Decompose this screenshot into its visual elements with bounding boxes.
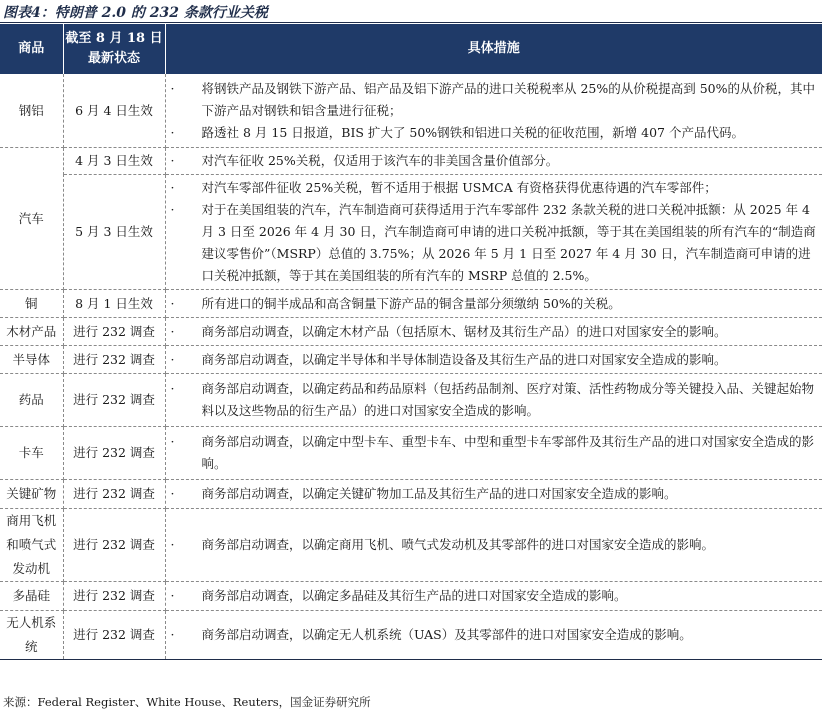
measures-cell bbox=[165, 346, 822, 374]
list-item bbox=[166, 78, 817, 122]
bullet-icon: · bbox=[170, 180, 175, 195]
table-row bbox=[0, 374, 822, 427]
table-row bbox=[0, 175, 822, 290]
table-row bbox=[0, 290, 822, 318]
measures-list bbox=[166, 431, 817, 475]
category-cell: 无人机系统 bbox=[0, 611, 63, 660]
status-cell: 进行 232 调查 bbox=[63, 346, 165, 374]
figure-title: 图表4：特朗普 2.0 的 232 条款行业关税 bbox=[3, 5, 268, 21]
measure-text: 对于在美国组装的汽车，汽车制造商可获得适用于汽车零部件 232 条款关税的进口关税冲抵额：从 2025 年 4 月 3 日至 2026 年 4 月 30 日，汽车制造商可申请的进口关税冲抵额，等于其在美国组装的所有汽车的“制造商建议零售价”（MSRP）总值的 3.75%；从 2026 年 5 月 1 日至 2027 年 4 月 30 日，汽车制造商可申请的进口关税冲抵额，等于其在美国组装的所有汽车的 MSRP 总值的 2.5%。 bbox=[201, 202, 816, 283]
title-rule bbox=[0, 22, 822, 23]
measure-text: 路透社 8 月 15 日报道，BIS 扩大了 50%钢铁和铝进口关税的征收范围，新增 407 个产品代码。 bbox=[201, 124, 744, 140]
measure-text: 商务部启动调查，以确定半导体和半导体制造设备及其衍生产品的进口对国家安全造成的影响。 bbox=[201, 351, 727, 367]
table-row bbox=[0, 318, 822, 346]
bullet-icon: · bbox=[170, 351, 175, 367]
category-cell: 木材产品 bbox=[0, 318, 63, 346]
measure-text: 对汽车零部件征收 25%关税，暂不适用于根据 USMCA 有资格获得优惠待遇的汽车零部件； bbox=[201, 180, 717, 195]
measures-list bbox=[166, 534, 817, 556]
measures-cell bbox=[165, 290, 822, 318]
header-status-line1: 截至 8 月 18 日 bbox=[65, 31, 163, 46]
table-header-row bbox=[0, 24, 822, 74]
measure-text: 商务部启动调查，以确定多晶硅及其衍生产品的进口对国家安全造成的影响。 bbox=[201, 588, 627, 603]
measure-text: 将钢铁产品及钢铁下游产品、铝产品及铝下游产品的进口关税税率从 25%的从价税提高到 50%的从价税，其中下游产品对钢铁和铝含量进行征税； bbox=[201, 80, 816, 118]
measures-cell bbox=[165, 427, 822, 480]
category-cell: 关键矿物 bbox=[0, 480, 63, 509]
bullet-icon: · bbox=[170, 80, 175, 96]
table-row bbox=[0, 509, 822, 582]
table-row bbox=[0, 148, 822, 175]
list-item bbox=[166, 321, 817, 343]
table-row bbox=[0, 346, 822, 374]
list-item bbox=[166, 431, 817, 475]
category-cell: 汽车 bbox=[0, 148, 63, 290]
measures-cell bbox=[165, 318, 822, 346]
table-body bbox=[0, 74, 822, 660]
measures-cell bbox=[165, 480, 822, 509]
status-cell: 5 月 3 日生效 bbox=[63, 175, 165, 290]
list-item bbox=[166, 349, 817, 371]
table-row bbox=[0, 74, 822, 148]
measures-cell bbox=[165, 175, 822, 290]
bullet-icon: · bbox=[170, 153, 175, 168]
measures-cell bbox=[165, 582, 822, 611]
measure-text: 商务部启动调查，以确定无人机系统（UAS）及其零部件的进口对国家安全造成的影响。 bbox=[201, 627, 692, 642]
list-item bbox=[166, 293, 817, 315]
status-cell: 4 月 3 日生效 bbox=[63, 148, 165, 175]
list-item bbox=[166, 177, 817, 199]
measure-text: 商务部启动调查，以确定中型卡车、重型卡车、中型和重型卡车零部件及其衍生产品的进口对国家安全造成的影响。 bbox=[201, 434, 815, 471]
list-item bbox=[166, 378, 817, 422]
list-item bbox=[166, 150, 817, 172]
measures-list bbox=[166, 293, 817, 315]
measure-text: 对汽车征收 25%关税，仅适用于该汽车的非美国含量价值部分。 bbox=[201, 153, 559, 168]
bullet-icon: · bbox=[170, 124, 175, 140]
table-row bbox=[0, 427, 822, 480]
measures-cell bbox=[165, 374, 822, 427]
measures-list bbox=[166, 483, 817, 505]
measure-text: 商务部启动调查，以确定木材产品（包括原木、锯材及其衍生产品）的进口对国家安全的影响。 bbox=[201, 323, 727, 339]
measures-list bbox=[166, 624, 817, 646]
table-row bbox=[0, 611, 822, 660]
list-item bbox=[166, 122, 817, 144]
header-status bbox=[63, 24, 165, 74]
source-note: 来源：Federal Register、White House、Reuters，国金证券研究所 bbox=[3, 695, 371, 709]
measures-cell bbox=[165, 611, 822, 660]
status-cell: 进行 232 调查 bbox=[63, 318, 165, 346]
measure-text: 所有进口的铜半成品和高含铜量下游产品的铜含量部分须缴纳 50%的关税。 bbox=[201, 295, 621, 311]
status-cell: 8 月 1 日生效 bbox=[63, 290, 165, 318]
category-cell: 商用飞机和喷气式发动机 bbox=[0, 509, 63, 582]
bullet-icon: · bbox=[170, 295, 175, 311]
measures-cell bbox=[165, 148, 822, 175]
status-cell: 进行 232 调查 bbox=[63, 374, 165, 427]
list-item bbox=[166, 585, 817, 607]
category-cell: 铜 bbox=[0, 290, 63, 318]
list-item bbox=[166, 534, 817, 556]
status-cell: 进行 232 调查 bbox=[63, 582, 165, 611]
bullet-icon: · bbox=[170, 434, 175, 449]
tariff-table bbox=[0, 24, 822, 660]
category-cell: 钢铝 bbox=[0, 74, 63, 148]
measures-list bbox=[166, 321, 817, 343]
measures-cell bbox=[165, 509, 822, 582]
measures-list bbox=[166, 378, 817, 422]
header-measures: 具体措施 bbox=[165, 24, 822, 74]
measure-text: 商务部启动调查，以确定商用飞机、喷气式发动机及其零部件的进口对国家安全造成的影响。 bbox=[201, 537, 715, 552]
bullet-icon: · bbox=[170, 588, 175, 603]
measures-list bbox=[166, 78, 817, 144]
category-cell: 卡车 bbox=[0, 427, 63, 480]
measures-list bbox=[166, 150, 817, 172]
list-item bbox=[166, 483, 817, 505]
status-cell: 6 月 4 日生效 bbox=[63, 74, 165, 148]
measure-text: 商务部启动调查，以确定关键矿物加工品及其衍生产品的进口对国家安全造成的影响。 bbox=[201, 486, 677, 501]
measures-list bbox=[166, 585, 817, 607]
bullet-icon: · bbox=[170, 323, 175, 339]
category-cell: 药品 bbox=[0, 374, 63, 427]
bullet-icon: · bbox=[170, 202, 175, 217]
table-row bbox=[0, 480, 822, 509]
list-item bbox=[166, 199, 817, 287]
header-category: 商品 bbox=[0, 24, 63, 74]
measures-list bbox=[166, 177, 817, 287]
measures-list bbox=[166, 349, 817, 371]
status-cell: 进行 232 调查 bbox=[63, 611, 165, 660]
category-cell: 多晶硅 bbox=[0, 582, 63, 611]
bullet-icon: · bbox=[170, 537, 175, 552]
bullet-icon: · bbox=[170, 381, 175, 396]
table-row bbox=[0, 582, 822, 611]
status-cell: 进行 232 调查 bbox=[63, 480, 165, 509]
list-item bbox=[166, 624, 817, 646]
measure-text: 商务部启动调查，以确定药品和药品原料（包括药品制剂、医疗对策、活性药物成分等关键投入品、关键起始物料以及这些物品的衍生产品）的进口对国家安全造成的影响。 bbox=[201, 381, 815, 418]
bullet-icon: · bbox=[170, 486, 175, 501]
status-cell: 进行 232 调查 bbox=[63, 427, 165, 480]
header-status-line2: 最新状态 bbox=[87, 51, 140, 66]
status-cell: 进行 232 调查 bbox=[63, 509, 165, 582]
bullet-icon: · bbox=[170, 627, 175, 642]
category-cell: 半导体 bbox=[0, 346, 63, 374]
measures-cell bbox=[165, 74, 822, 148]
